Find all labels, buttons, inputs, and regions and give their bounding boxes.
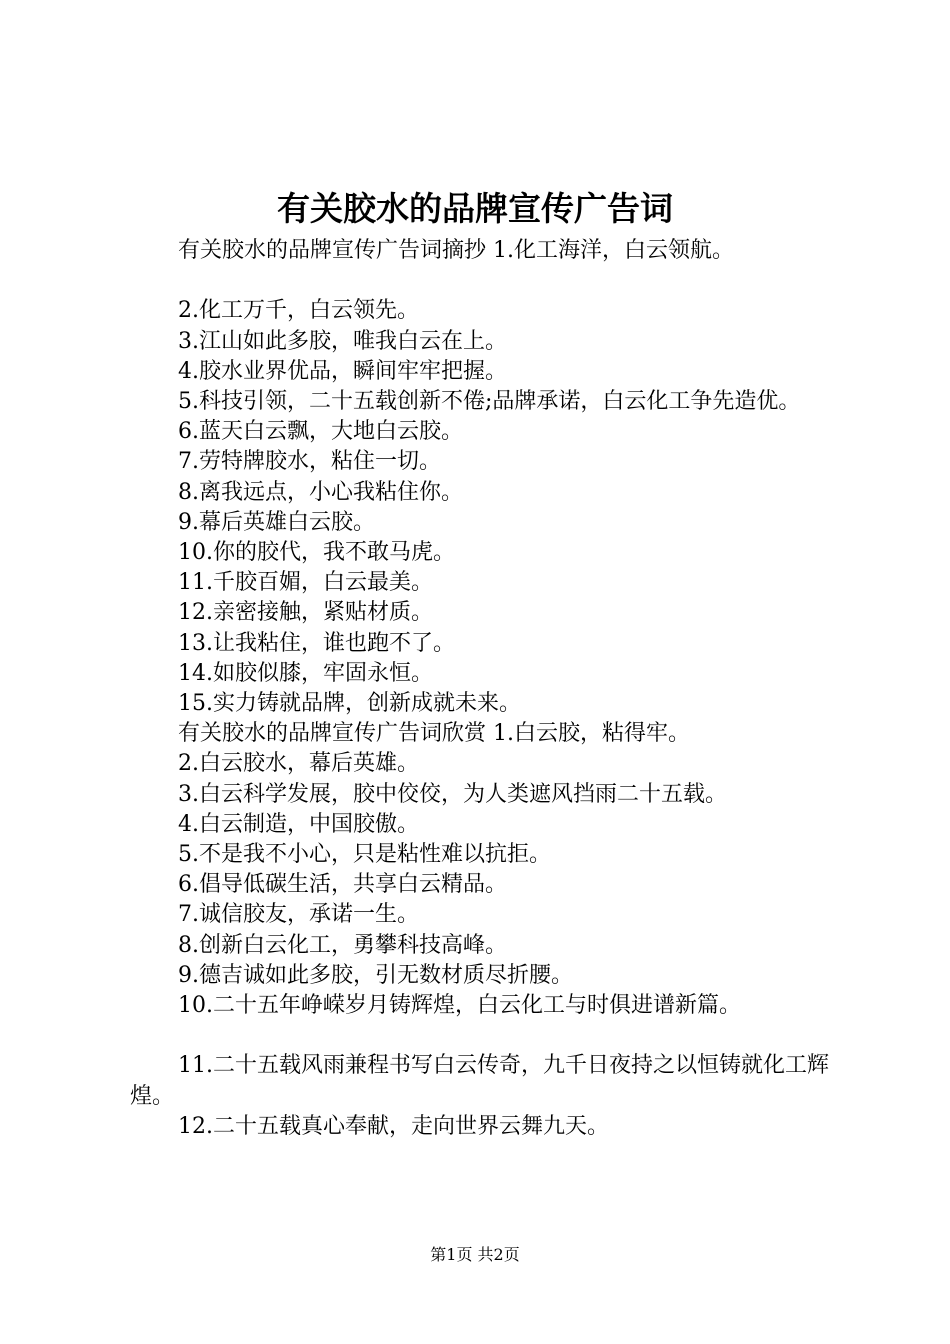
paragraph: 7.诚信胶友，承诺一生。 <box>178 902 419 928</box>
paragraph: 14.如胶似膝，牢固永恒。 <box>178 660 433 686</box>
paragraph: 15.实力铸就品牌，创新成就未来。 <box>178 691 521 717</box>
paragraph: 9.幕后英雄白云胶。 <box>178 509 375 535</box>
paragraph: 5.科技引领，二十五载创新不倦;品牌承诺，白云化工争先造优。 <box>178 389 801 414</box>
paragraph: 2.化工万千，白云领先。 <box>178 298 419 324</box>
paragraph: 有关胶水的品牌宣传广告词摘抄 1.化工海洋，白云领航。 <box>178 238 734 263</box>
paragraph: 有关胶水的品牌宣传广告词欣赏 1.白云胶，粘得牢。 <box>178 721 690 747</box>
blank-line <box>130 1021 830 1051</box>
paragraph: 7.劳特牌胶水，粘住一切。 <box>178 449 441 475</box>
paragraph: 3.白云科学发展，胶中佼佼，为人类遮风挡雨二十五载。 <box>178 781 727 807</box>
document-body <box>130 236 830 1142</box>
paragraph: 12.二十五载真心奉献，走向世界云舞九天。 <box>178 1113 609 1139</box>
paragraph: 12.亲密接触，紧贴材质。 <box>178 600 433 626</box>
paragraph: 2.白云胶水，幕后英雄。 <box>178 751 419 777</box>
paragraph: 9.德吉诚如此多胶，引无数材质尽折腰。 <box>178 962 573 988</box>
paragraph: 3.江山如此多胶，唯我白云在上。 <box>178 328 507 354</box>
paragraph: 6.倡导低碳生活，共享白云精品。 <box>178 872 507 898</box>
paragraph: 10.你的胶代，我不敢马虎。 <box>178 540 455 566</box>
document-title: 有关胶水的品牌宣传广告词 <box>277 189 673 228</box>
page-footer: 第1页 共2页 <box>430 1245 520 1264</box>
blank-line <box>130 266 830 296</box>
paragraph: 4.胶水业界优品，瞬间牢牢把握。 <box>178 358 507 384</box>
paragraph: 11.二十五载风雨兼程书写白云传奇，九千日夜持之以恒铸就化工辉煌。 <box>130 1053 829 1109</box>
paragraph: 13.让我粘住，谁也跑不了。 <box>178 630 455 656</box>
paragraph: 11.千胶百媚，白云最美。 <box>178 570 433 596</box>
paragraph: 5.不是我不小心，只是粘性难以抗拒。 <box>178 842 551 868</box>
paragraph: 10.二十五年峥嵘岁月铸辉煌，白云化工与时俱进谱新篇。 <box>178 993 741 1019</box>
paragraph: 4.白云制造，中国胶傲。 <box>178 811 419 837</box>
paragraph: 8.创新白云化工，勇攀科技高峰。 <box>178 932 507 958</box>
paragraph: 6.蓝天白云飘，大地白云胶。 <box>178 419 463 445</box>
paragraph: 8.离我远点，小心我粘住你。 <box>178 479 463 505</box>
